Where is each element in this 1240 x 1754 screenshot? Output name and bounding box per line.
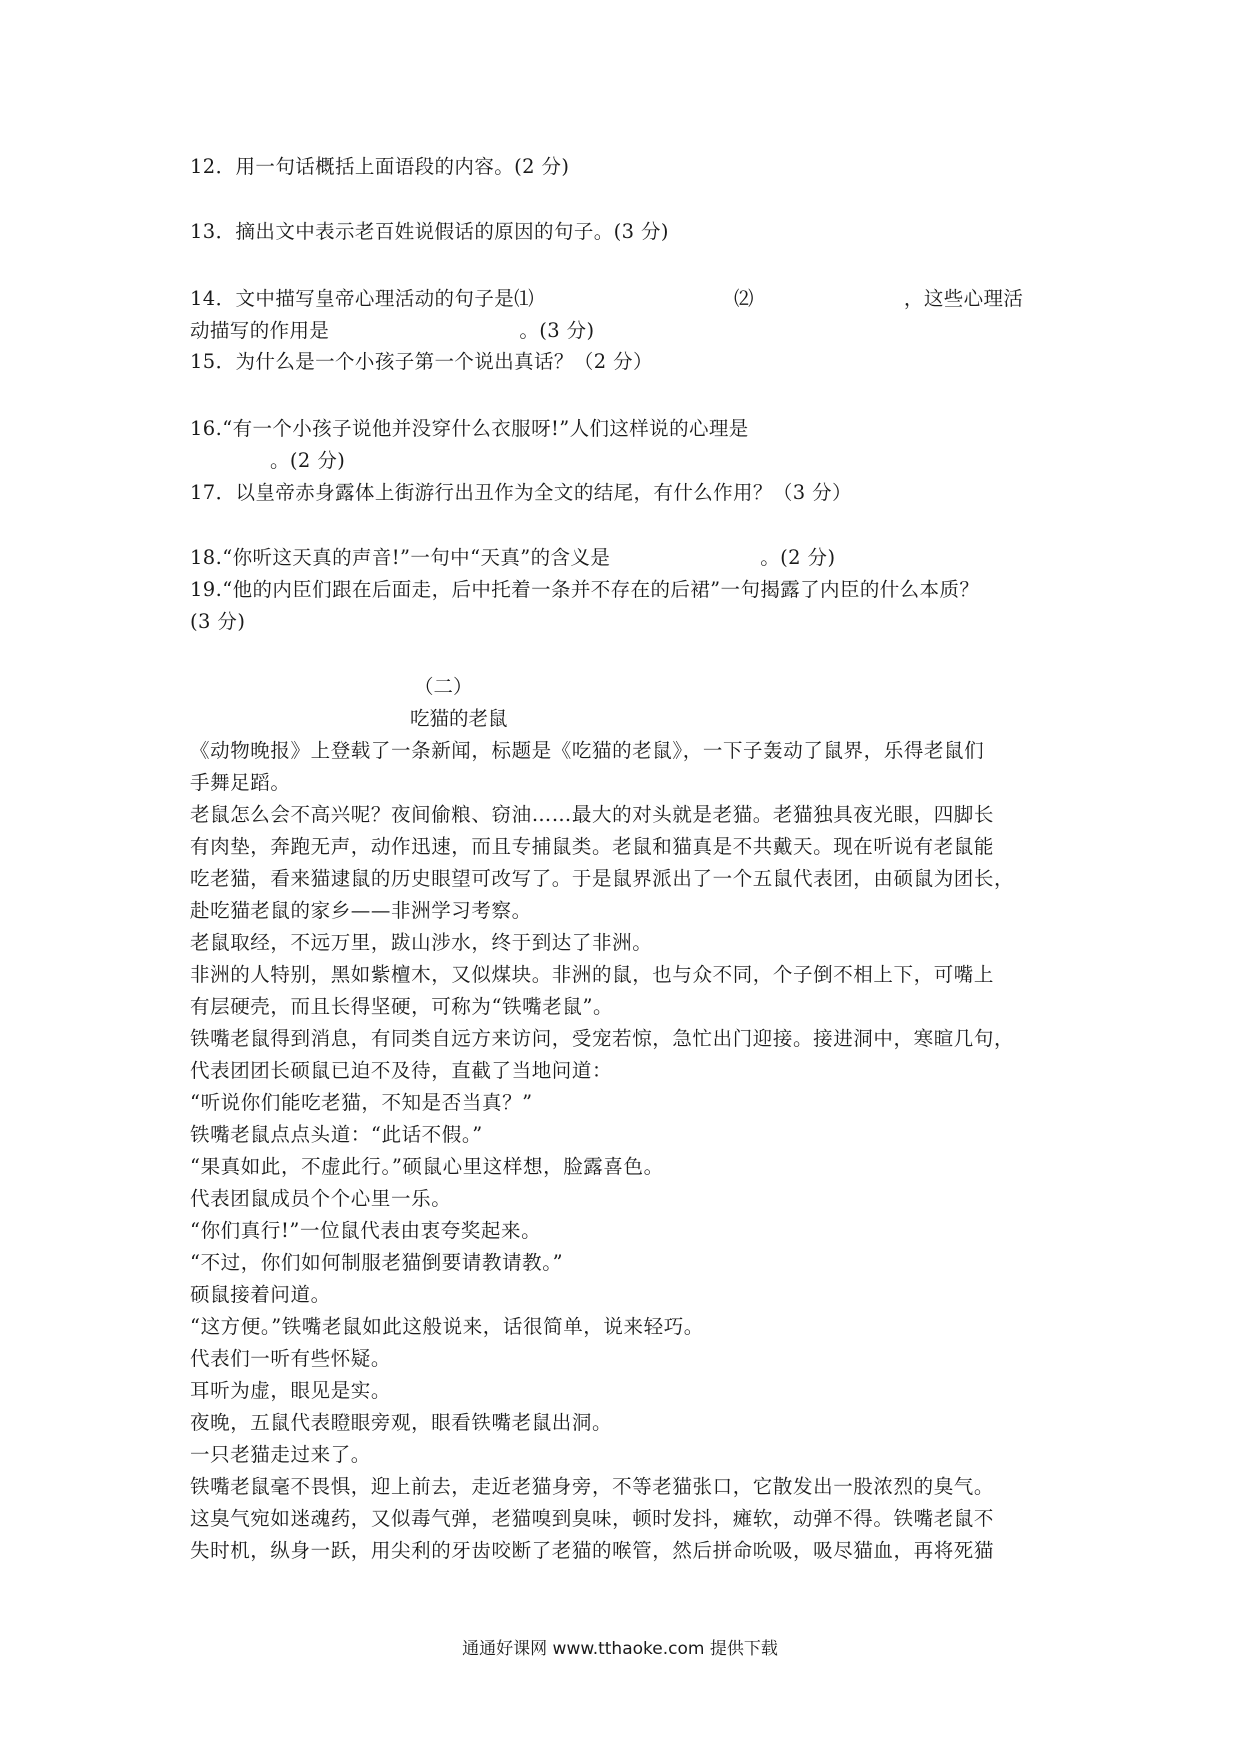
passage-line: 《动物晚报》上登载了一条新闻，标题是《吃猫的老鼠》，一下子轰动了鼠界，乐得老鼠们 (190, 739, 985, 762)
passage-line: 代表们一听有些怀疑。 (190, 1347, 392, 1370)
question-14-part-a: 14．文中描写皇帝心理活动的句子是⑴ (190, 287, 535, 310)
passage-line: “你们真行!”一位鼠代表由衷夸奖起来。 (190, 1219, 542, 1242)
passage-line: 硕鼠接着问道。 (190, 1283, 331, 1306)
question-19-line-1: 19.“他的内臣们跟在后面走，后中托着一条并不存在的后裙”一句揭露了内臣的什么本质？ (190, 578, 980, 601)
passage-line: “不过，你们如何制服老猫倒要请教请教。” (190, 1251, 564, 1274)
page-footer: 通通好课网 www.tthaoke.com 提供下载 (462, 1639, 778, 1659)
section-number: （二） (414, 675, 473, 698)
passage-line: 吃老猫，看来猫逮鼠的历史眼望可改写了。于是鼠界派出了一个五鼠代表团，由硕鼠为团长， (190, 867, 1015, 890)
question-18-part-b: 。(2 分) (760, 546, 836, 569)
passage-line: 有肉垫，奔跑无声，动作迅速，而且专捕鼠类。老鼠和猫真是不共戴天。现在听说有老鼠能 (190, 835, 995, 858)
question-14-part-c: ，这些心理活 (903, 287, 1024, 310)
passage-line: 手舞足蹈。 (190, 771, 291, 794)
passage-line: 一只老猫走过来了。 (190, 1443, 371, 1466)
question-14-line-1 (190, 284, 1023, 314)
question-19-line-2: (3 分) (190, 610, 246, 633)
question-14-part-d: 动描写的作用是 (190, 319, 330, 342)
question-15: 15．为什么是一个小孩子第一个说出真话？（2 分） (190, 350, 653, 373)
passage-line: 铁嘴老鼠点点头道：“此话不假。” (190, 1123, 483, 1146)
passage-line: 夜晚，五鼠代表瞪眼旁观，眼看铁嘴老鼠出洞。 (190, 1411, 613, 1434)
passage-line: 失时机，纵身一跃，用尖利的牙齿咬断了老猫的喉管，然后拼命吮吸，吸尽猫血，再将死猫 (190, 1539, 995, 1562)
passage-line: “这方便。”铁嘴老鼠如此这般说来，话很简单，说来轻巧。 (190, 1315, 704, 1338)
passage-line: 非洲的人特别，黑如紫檀木，又似煤块。非洲的鼠，也与众不同，个子倒不相上下，可嘴上 (190, 963, 995, 986)
question-17: 17．以皇帝赤身露体上街游行出丑作为全文的结尾，有什么作用？（3 分） (190, 481, 852, 504)
question-18-part-a: 18.“你听这天真的声音!”一句中“天真”的含义是 (190, 546, 611, 569)
question-13: 13．摘出文中表示老百姓说假话的原因的句子。(3 分) (190, 220, 669, 243)
passage-line: 这臭气宛如迷魂药，又似毒气弹，老猫嗅到臭味，顿时发抖，瘫软，动弹不得。铁嘴老鼠不 (190, 1507, 995, 1530)
passage-line: 老鼠取经，不远万里，跋山涉水，终于到达了非洲。 (190, 931, 653, 954)
question-14-part-e: 。(3 分) (519, 319, 595, 342)
passage-line: 有层硬壳，而且长得坚硬，可称为“铁嘴老鼠”。 (190, 995, 614, 1018)
question-16-line-2: 。(2 分) (270, 449, 346, 472)
passage-line: 铁嘴老鼠得到消息，有同类自远方来访问，受宠若惊，急忙出门迎接。接进洞中，寒暄几句， (190, 1027, 1015, 1050)
passage-line: 代表团团长硕鼠已迫不及待，直截了当地问道： (190, 1059, 613, 1082)
passage-line: 铁嘴老鼠毫不畏惧，迎上前去，走近老猫身旁，不等老猫张口，它散发出一股浓烈的臭气。 (190, 1475, 995, 1498)
question-12: 12．用一句话概括上面语段的内容。(2 分) (190, 155, 570, 178)
passage-line: 代表团鼠成员个个心里一乐。 (190, 1187, 452, 1210)
passage-line: 赴吃猫老鼠的家乡——非洲学习考察。 (190, 899, 532, 922)
passage-title: 吃猫的老鼠 (410, 707, 508, 730)
question-16-line-1: 16.“有一个小孩子说他并没穿什么衣服呀!”人们这样说的心理是 (190, 417, 749, 440)
question-18 (190, 543, 835, 573)
passage-line: “听说你们能吃老猫，不知是否当真？” (190, 1091, 533, 1114)
question-14-part-b: ⑵ (734, 287, 754, 310)
question-14-line-2 (190, 316, 595, 346)
passage-line: 耳听为虚，眼见是实。 (190, 1379, 392, 1402)
passage-line: 老鼠怎么会不高兴呢？夜间偷粮、窃油……最大的对头就是老猫。老猫独具夜光眼，四脚长 (190, 803, 995, 826)
passage-line: “果真如此，不虚此行。”硕鼠心里这样想，脸露喜色。 (190, 1155, 664, 1178)
